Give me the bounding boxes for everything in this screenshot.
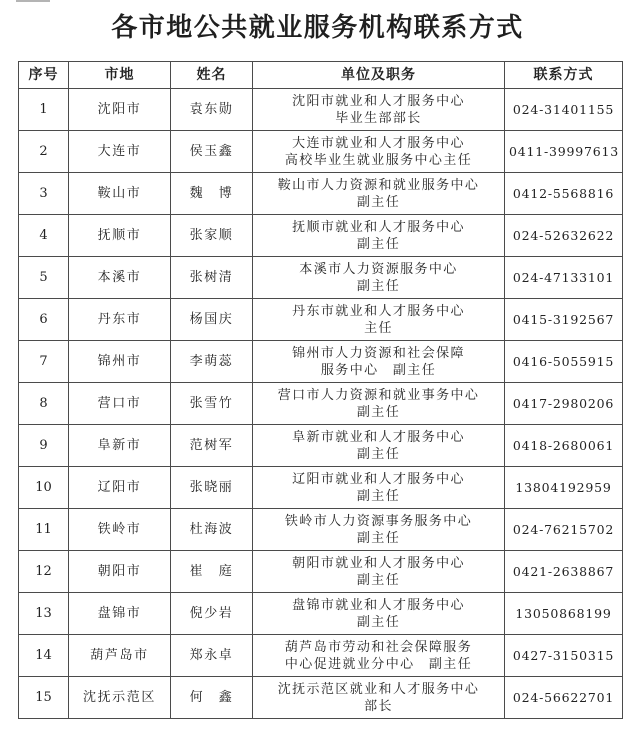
table-row — [19, 593, 623, 635]
table-row — [19, 551, 623, 593]
row-serial: 11 — [19, 509, 69, 551]
unit-line: 丹东市就业和人才服务中心 — [292, 303, 465, 319]
table-row — [19, 299, 623, 341]
row-city: 本溪市 — [69, 257, 171, 299]
row-person-name: 张晓丽 — [171, 467, 253, 509]
contact-table — [18, 61, 623, 719]
table-row — [19, 425, 623, 467]
row-city: 辽阳市 — [69, 467, 171, 509]
table-row — [19, 467, 623, 509]
row-phone: 024-52632622 — [505, 215, 623, 257]
row-city: 沈阳市 — [69, 89, 171, 131]
unit-line: 副主任 — [356, 530, 401, 546]
unit-line: 副主任 — [356, 488, 401, 504]
unit-line: 副主任 — [356, 404, 401, 420]
table-row — [19, 131, 623, 173]
row-person-name: 杜海波 — [171, 509, 253, 551]
row-serial: 1 — [19, 89, 69, 131]
header-serial: 序号 — [19, 62, 69, 89]
unit-line: 大连市就业和人才服务中心 — [292, 135, 465, 151]
unit-line: 副主任 — [356, 446, 401, 462]
unit-line: 阜新市就业和人才服务中心 — [292, 429, 465, 445]
row-serial: 8 — [19, 383, 69, 425]
row-unit-position — [253, 299, 505, 341]
row-unit-position — [253, 89, 505, 131]
unit-line: 副主任 — [356, 278, 401, 294]
unit-line: 毕业生部部长 — [335, 110, 422, 126]
row-city: 阜新市 — [69, 425, 171, 467]
row-person-name: 杨国庆 — [171, 299, 253, 341]
row-city: 盘锦市 — [69, 593, 171, 635]
row-phone: 024-47133101 — [505, 257, 623, 299]
table-row — [19, 341, 623, 383]
row-phone: 024-76215702 — [505, 509, 623, 551]
unit-line: 高校毕业生就业服务中心主任 — [284, 152, 473, 168]
row-unit-position — [253, 677, 505, 719]
row-phone: 0415-3192567 — [505, 299, 623, 341]
unit-line: 盘锦市就业和人才服务中心 — [292, 597, 465, 613]
unit-line: 副主任 — [356, 236, 401, 252]
header-contact: 联系方式 — [505, 62, 623, 89]
row-phone: 0412-5568816 — [505, 173, 623, 215]
table-row — [19, 173, 623, 215]
unit-line: 服务中心 副主任 — [320, 362, 437, 378]
row-phone: 0411-39997613 — [505, 131, 623, 173]
table-row — [19, 677, 623, 719]
row-serial: 14 — [19, 635, 69, 677]
header-name: 姓名 — [171, 62, 253, 89]
row-serial: 10 — [19, 467, 69, 509]
header-unit-position: 单位及职务 — [253, 62, 505, 89]
row-unit-position — [253, 383, 505, 425]
unit-line: 朝阳市就业和人才服务中心 — [292, 555, 465, 571]
row-serial: 2 — [19, 131, 69, 173]
row-serial: 12 — [19, 551, 69, 593]
row-city: 铁岭市 — [69, 509, 171, 551]
unit-line: 主任 — [364, 320, 393, 336]
row-city: 鞍山市 — [69, 173, 171, 215]
row-serial: 5 — [19, 257, 69, 299]
row-unit-position — [253, 131, 505, 173]
row-phone: 0416-5055915 — [505, 341, 623, 383]
row-person-name: 范树军 — [171, 425, 253, 467]
row-unit-position — [253, 341, 505, 383]
row-serial: 13 — [19, 593, 69, 635]
row-unit-position — [253, 215, 505, 257]
row-unit-position — [253, 551, 505, 593]
row-city: 大连市 — [69, 131, 171, 173]
row-serial: 9 — [19, 425, 69, 467]
unit-line: 沈阳市就业和人才服务中心 — [292, 93, 465, 109]
unit-line: 铁岭市人力资源事务服务中心 — [284, 513, 473, 529]
row-city: 锦州市 — [69, 341, 171, 383]
row-city: 葫芦岛市 — [69, 635, 171, 677]
unit-line: 葫芦岛市劳动和社会保障服务 — [284, 639, 473, 655]
row-serial: 7 — [19, 341, 69, 383]
row-phone: 13804192959 — [505, 467, 623, 509]
row-person-name: 郑永卓 — [171, 635, 253, 677]
table-row — [19, 257, 623, 299]
row-person-name: 李萌蕊 — [171, 341, 253, 383]
row-serial: 4 — [19, 215, 69, 257]
row-person-name: 何 鑫 — [171, 677, 253, 719]
row-city: 丹东市 — [69, 299, 171, 341]
table-row — [19, 383, 623, 425]
row-phone: 0421-2638867 — [505, 551, 623, 593]
row-phone: 0417-2980206 — [505, 383, 623, 425]
row-person-name: 袁东勋 — [171, 89, 253, 131]
document-title: 各市地公共就业服务机构联系方式 — [111, 13, 524, 43]
table-body — [19, 89, 623, 719]
row-person-name: 倪少岩 — [171, 593, 253, 635]
row-person-name: 张家顺 — [171, 215, 253, 257]
unit-line: 副主任 — [356, 194, 401, 210]
table-row — [19, 635, 623, 677]
unit-line: 本溪市人力资源服务中心 — [299, 261, 458, 277]
row-phone: 0427-3150315 — [505, 635, 623, 677]
row-unit-position — [253, 593, 505, 635]
row-person-name: 侯玉鑫 — [171, 131, 253, 173]
unit-line: 抚顺市就业和人才服务中心 — [292, 219, 465, 235]
unit-line: 营口市人力资源和就业事务中心 — [277, 387, 480, 403]
row-city: 抚顺市 — [69, 215, 171, 257]
row-phone: 0418-2680061 — [505, 425, 623, 467]
row-unit-position — [253, 467, 505, 509]
row-phone: 024-31401155 — [505, 89, 623, 131]
row-unit-position — [253, 635, 505, 677]
top-edge-remnant — [16, 0, 50, 7]
unit-line: 中心促进就业分中心 副主任 — [284, 656, 473, 672]
row-unit-position — [253, 257, 505, 299]
table-header-row — [19, 62, 623, 89]
row-person-name: 张雪竹 — [171, 383, 253, 425]
table-row — [19, 89, 623, 131]
table-row — [19, 509, 623, 551]
unit-line: 沈抚示范区就业和人才服务中心 — [277, 681, 480, 697]
unit-line: 副主任 — [356, 614, 401, 630]
row-serial: 6 — [19, 299, 69, 341]
row-serial: 15 — [19, 677, 69, 719]
row-phone: 024-56622701 — [505, 677, 623, 719]
unit-line: 锦州市人力资源和社会保障 — [292, 345, 465, 361]
row-unit-position — [253, 509, 505, 551]
unit-line: 辽阳市就业和人才服务中心 — [292, 471, 465, 487]
row-person-name: 张树清 — [171, 257, 253, 299]
row-phone: 13050868199 — [505, 593, 623, 635]
row-city: 沈抚示范区 — [69, 677, 171, 719]
row-serial: 3 — [19, 173, 69, 215]
unit-line: 鞍山市人力资源和就业服务中心 — [277, 177, 480, 193]
table-row — [19, 215, 623, 257]
row-person-name: 魏 博 — [171, 173, 253, 215]
unit-line: 副主任 — [356, 572, 401, 588]
row-city: 朝阳市 — [69, 551, 171, 593]
row-unit-position — [253, 173, 505, 215]
row-unit-position — [253, 425, 505, 467]
row-person-name: 崔 庭 — [171, 551, 253, 593]
unit-line: 部长 — [364, 698, 393, 714]
row-city: 营口市 — [69, 383, 171, 425]
header-city: 市地 — [69, 62, 171, 89]
